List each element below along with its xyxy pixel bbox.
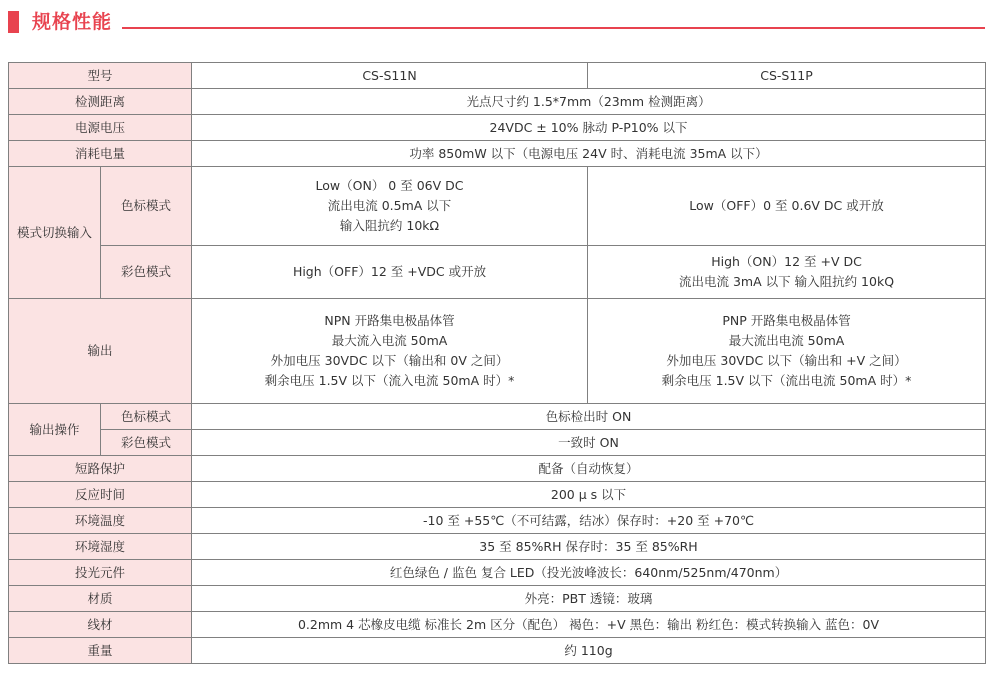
- label-output: 输出: [9, 299, 192, 404]
- output-p-line: 剩余电压 1.5V 以下（流出电流 50mA 时）*: [661, 373, 912, 388]
- label-humidity: 环境湿度: [9, 534, 192, 560]
- row-output-op-mark: [9, 404, 986, 430]
- output-p: [588, 299, 986, 404]
- row-emitter: [9, 560, 986, 586]
- value-temp: -10 至 +55℃（不可结露，结冰）保存时：+20 至 +70℃: [192, 508, 986, 534]
- label-voltage: 电源电压: [9, 115, 192, 141]
- mode-switch-color-n: High（OFF）12 至 +VDC 或开放: [192, 246, 588, 299]
- output-n-line: 外加电压 30VDC 以下（输出和 0V 之间）: [270, 353, 509, 368]
- label-short: 短路保护: [9, 456, 192, 482]
- row-voltage: [9, 115, 986, 141]
- spec-table: [8, 62, 986, 664]
- row-power: [9, 141, 986, 167]
- label-cable: 线材: [9, 612, 192, 638]
- mode-switch-mark-n-line: 输入阻抗约 10kΩ: [339, 218, 440, 233]
- value-output-op-color: 一致时 ON: [192, 430, 986, 456]
- value-output-op-mark: 色标检出时 ON: [192, 404, 986, 430]
- value-voltage: 24VDC ± 10% 脉动 P-P10% 以下: [192, 115, 986, 141]
- title-underline: [122, 27, 985, 29]
- mode-switch-color-p-line: High（ON）12 至 +V DC: [711, 254, 862, 269]
- value-emitter: 红色绿色 / 监色 复合 LED（投光波峰波长：640nm/525nm/470nm）: [192, 560, 986, 586]
- label-output-op: 输出操作: [9, 404, 101, 456]
- row-mode-switch-mark: [9, 167, 986, 246]
- row-response: [9, 482, 986, 508]
- label-output-op-color: 彩色模式: [101, 430, 192, 456]
- mode-switch-mark-p: Low（OFF）0 至 0.6V DC 或开放: [588, 167, 986, 246]
- row-short: [9, 456, 986, 482]
- mode-switch-mark-n: [192, 167, 588, 246]
- label-mode-switch: 模式切换输入: [9, 167, 101, 299]
- section-header: [8, 8, 985, 38]
- mode-switch-mark-n-line: Low（ON） 0 至 06V DC: [315, 178, 464, 193]
- value-weight: 约 110g: [192, 638, 986, 664]
- output-p-line: PNP 开路集电极晶体管: [722, 313, 851, 328]
- mode-switch-mark-n-line: 流出电流 0.5mA 以下: [327, 198, 452, 213]
- row-model: [9, 63, 986, 89]
- value-distance: 光点尺寸约 1.5*7mm（23mm 检测距离）: [192, 89, 986, 115]
- output-n-line: 剩余电压 1.5V 以下（流入电流 50mA 时）*: [264, 373, 515, 388]
- value-short: 配备（自动恢复）: [192, 456, 986, 482]
- output-n: [192, 299, 588, 404]
- row-cable: [9, 612, 986, 638]
- section-title: 规格性能: [32, 11, 113, 33]
- label-response: 反应时间: [9, 482, 192, 508]
- model-p: CS-S11P: [588, 63, 986, 89]
- value-power: 功率 850mW 以下（电源电压 24V 时、消耗电流 35mA 以下）: [192, 141, 986, 167]
- value-response: 200 μ s 以下: [192, 482, 986, 508]
- label-mode-switch-color: 彩色模式: [101, 246, 192, 299]
- output-p-line: 外加电压 30VDC 以下（输出和 +V 之间）: [666, 353, 907, 368]
- row-material: [9, 586, 986, 612]
- mode-switch-color-p-line: 流出电流 3mA 以下 输入阻抗约 10kQ: [678, 274, 895, 289]
- row-mode-switch-color: [9, 246, 986, 299]
- mode-switch-color-p: [588, 246, 986, 299]
- row-output-op-color: [9, 430, 986, 456]
- row-output: [9, 299, 986, 404]
- value-cable: 0.2mm 4 芯橡皮电缆 标准长 2m 区分（配色） 褐色：+V 黑色：输出 粉红色：模式转换输入 蓝色：0V: [192, 612, 986, 638]
- label-distance: 检测距离: [9, 89, 192, 115]
- row-weight: [9, 638, 986, 664]
- label-weight: 重量: [9, 638, 192, 664]
- row-humidity: [9, 534, 986, 560]
- output-n-line: 最大流入电流 50mA: [331, 333, 448, 348]
- label-output-op-mark: 色标模式: [101, 404, 192, 430]
- label-temp: 环境温度: [9, 508, 192, 534]
- label-mode-switch-mark: 色标模式: [101, 167, 192, 246]
- label-material: 材质: [9, 586, 192, 612]
- label-model: 型号: [9, 63, 192, 89]
- label-emitter: 投光元件: [9, 560, 192, 586]
- row-distance: [9, 89, 986, 115]
- output-n-line: NPN 开路集电极晶体管: [324, 313, 455, 328]
- row-temp: [9, 508, 986, 534]
- output-p-line: 最大流出电流 50mA: [728, 333, 845, 348]
- title-accent-bar: [8, 11, 19, 33]
- label-power: 消耗电量: [9, 141, 192, 167]
- value-humidity: 35 至 85%RH 保存时：35 至 85%RH: [192, 534, 986, 560]
- value-material: 外亮：PBT 透镜：玻璃: [192, 586, 986, 612]
- model-n: CS-S11N: [192, 63, 588, 89]
